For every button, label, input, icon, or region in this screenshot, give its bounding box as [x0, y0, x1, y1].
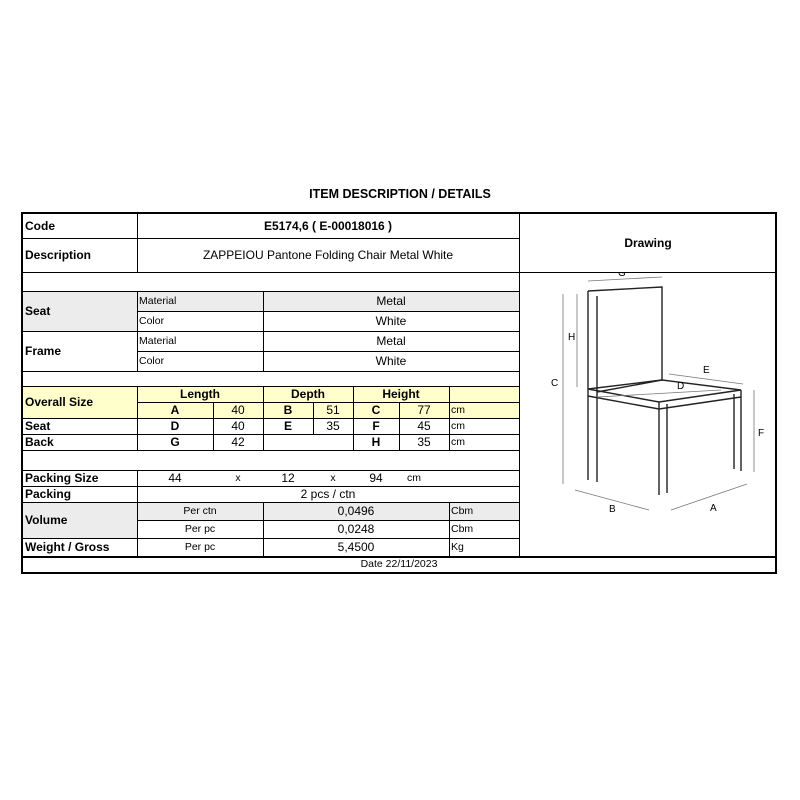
grid-line [263, 386, 264, 450]
grid-line [449, 386, 450, 450]
grid-line [519, 214, 520, 556]
back-h-key: H [371, 435, 381, 449]
overall-a-value: 40 [213, 402, 263, 418]
dim-a-line [671, 484, 747, 510]
grid-line [23, 291, 519, 292]
volume-per-ctn-unit: Cbm [449, 502, 519, 520]
packing-length: 44 [168, 471, 182, 485]
grid-line [23, 556, 775, 558]
overall-header-blank [449, 386, 519, 402]
chair-drawing [541, 272, 777, 556]
grid-line [23, 371, 519, 372]
chair-backrest-shape [588, 287, 662, 392]
frame-color-value: White [375, 354, 407, 368]
volume-per-pc-unit: Cbm [451, 522, 474, 535]
weight-label: Weight / Gross [25, 540, 110, 554]
dim-label-b: B [609, 504, 616, 515]
grid-line [137, 351, 519, 352]
seat-material-value: Metal [263, 291, 519, 311]
packing-value: 2 pcs / ctn [300, 487, 356, 501]
grid-line [137, 470, 138, 556]
grid-line [449, 502, 450, 556]
back-h-value: 35 [417, 435, 431, 449]
packing-label: Packing [25, 487, 72, 501]
grid-line [137, 520, 519, 521]
overall-size-label: Overall Size [23, 386, 137, 418]
grid-line [353, 386, 354, 450]
grid-line [23, 386, 519, 387]
packing-height: 94 [369, 471, 383, 485]
dim-label-g: G [618, 272, 626, 279]
volume-per-pc-label: Per pc [184, 522, 216, 535]
grid-line [263, 291, 264, 371]
back-g-value: 42 [231, 435, 245, 449]
drawing-heading: Drawing [624, 236, 672, 250]
dim-label-e: E [703, 365, 710, 376]
overall-b-value: 51 [313, 402, 353, 418]
back-g-key: G [170, 435, 180, 449]
weight-unit: Kg [451, 540, 464, 553]
volume-label: Volume [23, 502, 137, 538]
chair-diagram [541, 272, 777, 556]
seat-e-value: 35 [326, 419, 340, 433]
grid-line [23, 418, 519, 419]
spec-sheet [21, 212, 777, 574]
code-value: E5174,6 ( E-00018016 ) [263, 219, 393, 233]
grid-line [137, 214, 138, 272]
overall-c-key: C [353, 402, 399, 418]
frame-label: Frame [25, 344, 62, 358]
packing-x-2: x [330, 471, 336, 484]
grid-line [137, 291, 138, 371]
seat-d-value: 40 [231, 419, 245, 433]
overall-b-key: B [263, 402, 313, 418]
overall-a-key: A [137, 402, 213, 418]
seat-e-key: E [283, 419, 292, 433]
height-header: Height [353, 386, 449, 402]
packing-x-1: x [235, 471, 241, 484]
seat-d-key: D [170, 419, 180, 433]
seat-color-label: Color [139, 314, 165, 327]
dim-label-a: A [710, 503, 717, 514]
seat-f-key: F [372, 419, 380, 433]
volume-per-ctn-label: Per ctn [137, 502, 263, 520]
chair-seat-edge [588, 396, 741, 409]
grid-line [23, 434, 519, 435]
back-size-label: Back [25, 435, 54, 449]
seat-size-label: Seat [25, 419, 51, 433]
depth-header: Depth [263, 386, 353, 402]
packing-size-label: Packing Size [25, 471, 99, 485]
length-header: Length [137, 386, 263, 402]
frame-material-value: Metal [376, 334, 406, 348]
packing-width: 12 [281, 471, 295, 485]
dim-label-d: D [677, 381, 685, 392]
grid-line [137, 402, 519, 403]
dim-label-c: C [551, 378, 559, 389]
seat-unit: cm [451, 419, 465, 432]
dim-label-h: H [568, 332, 576, 343]
code-label: Code [25, 219, 55, 233]
volume-per-ctn-value: 0,0496 [263, 502, 449, 520]
volume-per-pc-value: 0,0248 [337, 522, 375, 536]
overall-unit: cm [449, 402, 519, 418]
grid-line [23, 450, 519, 451]
weight-value: 5,4500 [337, 540, 375, 554]
packing-unit: cm [407, 471, 421, 484]
grid-line [23, 538, 519, 539]
back-unit: cm [451, 435, 465, 448]
grid-line [23, 486, 519, 487]
chair-seat-shape [588, 380, 741, 402]
weight-per-pc-label: Per pc [184, 540, 216, 553]
grid-line [23, 331, 519, 332]
frame-material-label: Material [139, 334, 177, 347]
seat-f-value: 45 [417, 419, 431, 433]
page-title: ITEM DESCRIPTION / DETAILS [309, 187, 491, 201]
seat-material-label: Material [137, 291, 263, 311]
grid-line [23, 502, 519, 503]
description-value: ZAPPEIOU Pantone Folding Chair Metal White [202, 248, 454, 262]
grid-line [313, 402, 314, 434]
grid-line [263, 502, 264, 556]
frame-color-label: Color [139, 354, 165, 367]
grid-line [23, 238, 519, 239]
date-footer: Date 22/11/2023 [360, 557, 438, 570]
description-label: Description [25, 248, 92, 262]
grid-line [137, 311, 519, 312]
grid-line [399, 402, 400, 450]
seat-color-value: White [375, 314, 407, 328]
grid-line [137, 386, 138, 450]
grid-line [213, 402, 214, 450]
grid-line [23, 470, 519, 471]
dim-label-f: F [758, 428, 765, 439]
overall-c-value: 77 [399, 402, 449, 418]
seat-label: Seat [23, 291, 137, 331]
